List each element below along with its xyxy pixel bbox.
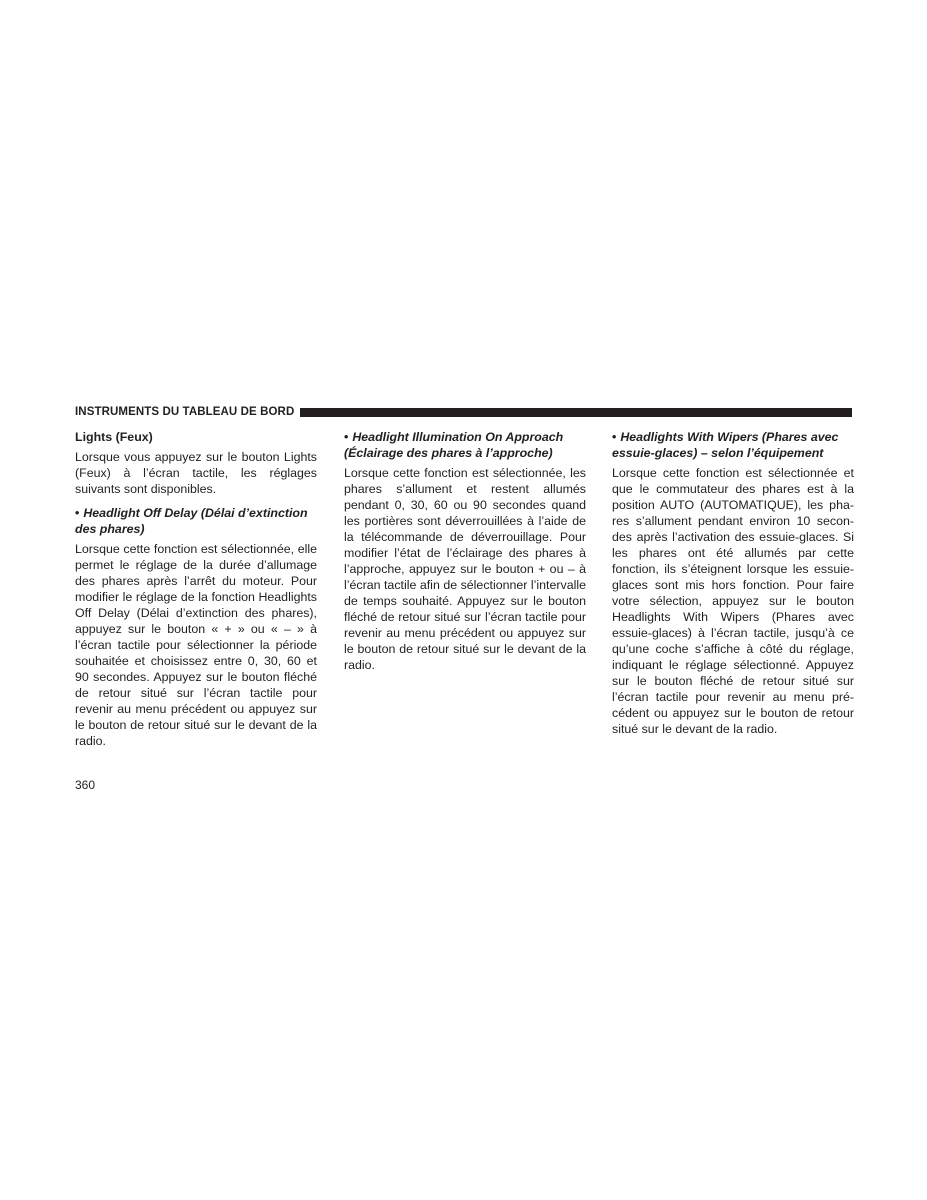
- lights-intro-paragraph: Lorsque vous appuyez sur le bouton Lights (Feux) à l’écran tactile, les réglages suivants sont disponibles.: [75, 450, 317, 496]
- headlights-with-wipers-heading: [612, 429, 854, 461]
- bullet-icon: •: [612, 430, 617, 444]
- header-rule: [300, 408, 852, 417]
- text-column-3: [612, 429, 854, 745]
- illumination-on-approach-heading: [344, 429, 586, 461]
- text-column-1: [75, 429, 317, 757]
- headlights-with-wipers-title: Headlights With Wipers (Phares avec essuie-glaces) – selon l’équipement: [612, 430, 839, 460]
- headlight-off-delay-paragraph: Lorsque cette fonction est sélectionnée, elle permet le réglage de la durée d’allumage des phares après l’arrêt du moteur. Pour modifier le réglage de la fonction Headlights Off Delay (Délai d’extinction des phares), appuyez sur le bouton « + » ou « – » à l’écran tactile pour sélectionner la période souhaitée et choisissez entre 0, 30, 60 et 90 secondes. Appuyez sur le bouton fléché de retour situé sur l’écran tactile pour revenir au menu précédent ou appuyez sur le bouton de retour situé sur le devant de la radio.: [75, 542, 317, 748]
- bullet-icon: •: [75, 506, 80, 520]
- section-header: [75, 404, 852, 420]
- bullet-icon: •: [344, 430, 349, 444]
- headlight-off-delay-title: Headlight Off Delay (Délai d’extinction des phares): [75, 506, 308, 536]
- lights-heading: Lights (Feux): [75, 430, 153, 444]
- page-number: 360: [75, 778, 96, 792]
- illumination-on-approach-title: Headlight Illumination On Approach (Éclairage des phares à l’approche): [344, 430, 564, 460]
- illumination-on-approach-paragraph: Lorsque cette fonction est sélectionnée, les phares s’allument et restent allumés pendant 0, 30, 60 ou 90 secondes quand les portières sont déverrouillées à l’aide de la télécommande de déverrouillage. Pour modifier l’état de l’éclairage des phares à l’approche, appuyez sur le bouton + ou – à l’écran tactile afin de sélectionner l’intervalle de temps souhaité. Appuyez sur le bouton fléché de retour situé sur l’écran tactile pour revenir au menu précédent ou appuyez sur le bouton de retour situé sur le devant de la radio.: [344, 466, 586, 672]
- headlight-off-delay-heading: [75, 505, 317, 537]
- text-column-2: [344, 429, 586, 681]
- section-title: INSTRUMENTS DU TABLEAU DE BORD: [75, 406, 295, 418]
- headlights-with-wipers-paragraph: Lorsque cette fonction est sélectionnée et que le commutateur des phares est à la position AUTO (AUTOMATIQUE), les phares s’allument pendant environ 10 secondes après l’activation des essuie-glaces. Si les phares ont été allumés par cette fonction, ils s’éteignent lorsque les essuieglaces sont mis hors fonction. Pour faire votre sélection, appuyez sur le bouton Headlights With Wipers (Phares avec essuie-glaces) à l’écran tactile, jusqu’à ce qu’une coche s’affiche à côté du réglage, indiquant le réglage sélectionné. Appuyez sur le bouton fléché de retour situé sur l’écran tactile pour revenir au menu précédent ou appuyez sur le bouton de retour situé sur le devant de la radio.: [612, 466, 854, 736]
